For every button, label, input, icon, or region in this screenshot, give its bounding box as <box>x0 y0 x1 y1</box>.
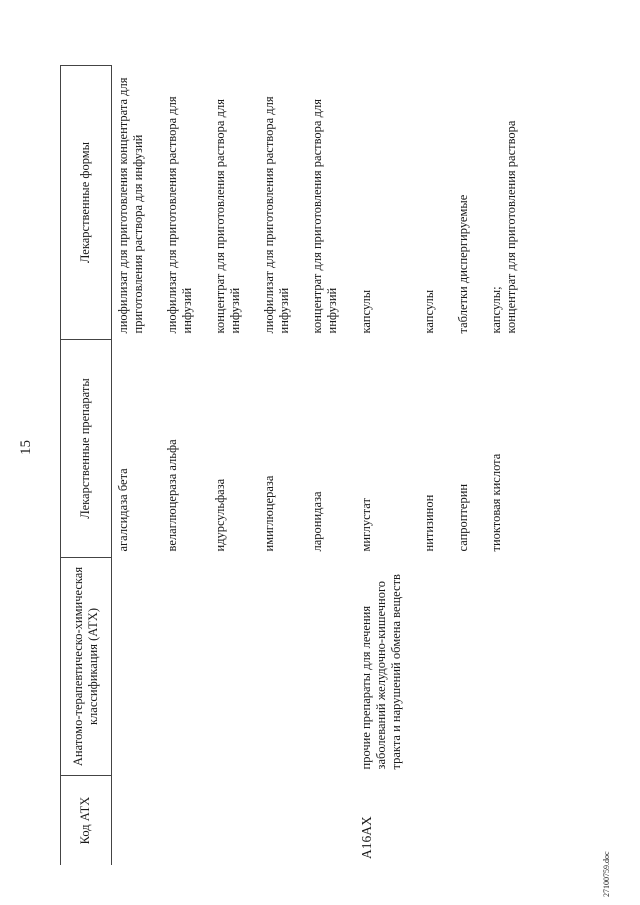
cell-drug: велаглюцераза альфа <box>164 439 179 552</box>
table-row <box>112 66 151 866</box>
cell-classification <box>112 558 151 776</box>
cell-form: лиофилизат для приготовления раствора для инфузий <box>164 96 194 334</box>
cell-code <box>151 776 200 866</box>
cell-code <box>442 776 475 866</box>
table-header-row <box>61 66 112 866</box>
header-atx-classification: Анатомо-терапевтическо-химическая классификация (АТХ) <box>61 558 112 776</box>
cell-code <box>408 776 441 866</box>
cell-code: A16AX <box>358 816 374 859</box>
cell-form: капсулы <box>422 289 437 334</box>
cell-drug: имиглюцераза <box>261 475 276 552</box>
cell-form: капсулы; концентрат для приготовления раствора <box>488 120 518 334</box>
cell-form: лиофилизат для приготовления раствора для инфузий <box>261 96 291 334</box>
cell-classification <box>248 558 297 776</box>
header-drugs: Лекарственные препараты <box>61 340 112 558</box>
cell-classification <box>199 558 248 776</box>
cell-code <box>296 776 345 866</box>
document-code: 27100759.doc <box>602 851 611 897</box>
table-row <box>296 66 345 866</box>
cell-form: концентрат для приготовления раствора для инфузий <box>213 99 243 334</box>
cell-drug: идурсульфаза <box>213 478 227 552</box>
table-row <box>345 66 409 866</box>
cell-form: таблетки диспергируемые <box>455 194 470 334</box>
table-row <box>408 66 441 866</box>
cell-code <box>248 776 297 866</box>
cell-code <box>475 776 524 866</box>
cell-drug: ларонидаза <box>310 491 324 552</box>
cell-classification <box>442 558 475 776</box>
table-row <box>248 66 297 866</box>
page-number: 15 <box>18 440 34 455</box>
cell-drug: миглустат <box>358 498 373 552</box>
cell-code <box>199 776 248 866</box>
header-dosage-forms: Лекарственные формы <box>61 66 112 340</box>
cell-classification <box>151 558 200 776</box>
table-row <box>475 66 524 866</box>
cell-form: лиофилизат для приготовления концентрата для приготовления раствора для инфузий <box>116 77 146 334</box>
table-row <box>442 66 475 866</box>
cell-form: капсулы <box>358 289 373 334</box>
table-row <box>151 66 200 866</box>
cell-form: концентрат для приготовления раствора для инфузий <box>310 99 340 334</box>
table-row <box>199 66 248 866</box>
cell-drug: сапроптерин <box>455 483 470 552</box>
cell-classification <box>475 558 524 776</box>
header-atx-code: Код АТХ <box>61 776 112 866</box>
cell-drug: агалсидаза бета <box>116 468 130 552</box>
cell-classification <box>296 558 345 776</box>
cell-drug: тиоктовая кислота <box>488 453 503 552</box>
cell-drug: нитизинон <box>422 494 437 552</box>
cell-classification: прочие препараты для лечения заболеваний желудочно-кишечного тракта и нарушений обмена веществ <box>358 574 403 770</box>
cell-code <box>112 776 151 866</box>
cell-classification <box>408 558 441 776</box>
atx-table <box>60 65 523 865</box>
